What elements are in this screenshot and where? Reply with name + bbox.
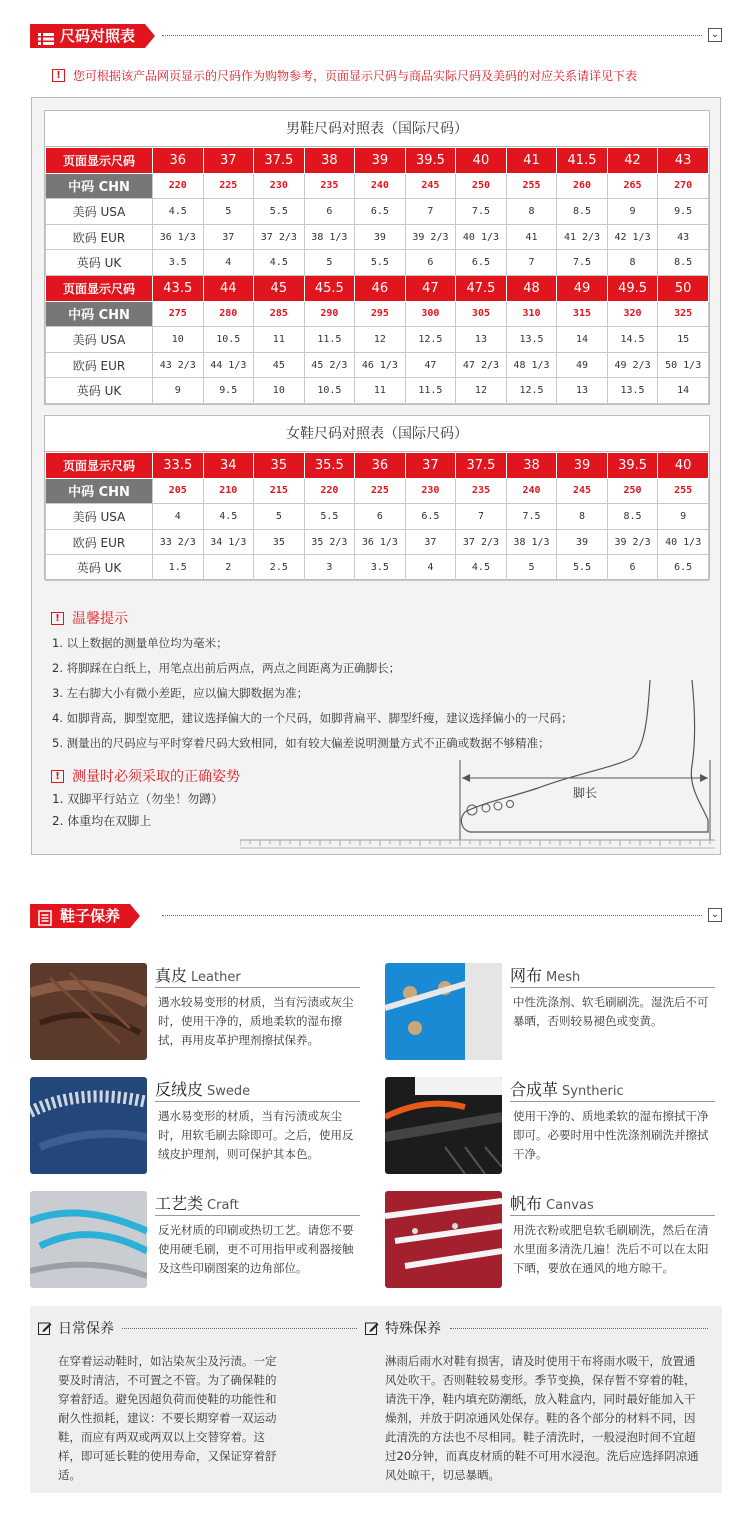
- size-cell: 44: [203, 275, 254, 301]
- swede-shoe-image: [30, 1077, 147, 1174]
- warning-icon: !: [52, 69, 65, 82]
- size-cell: 4.5: [254, 250, 305, 276]
- size-cell: 285: [254, 301, 305, 327]
- special-care-heading: [365, 1318, 441, 1338]
- size-cell: 3.5: [355, 555, 406, 581]
- size-cell: 14: [658, 378, 709, 404]
- size-cell: 245: [405, 173, 456, 199]
- edit-icon: [38, 1321, 52, 1335]
- size-row-usa: [46, 327, 709, 353]
- size-cell: 35: [254, 529, 305, 555]
- size-cell: 13: [456, 327, 507, 353]
- size-cell: 10: [254, 378, 305, 404]
- size-cell: 5.5: [304, 504, 355, 530]
- size-cell: 250: [456, 173, 507, 199]
- size-cell: 34 1/3: [203, 529, 254, 555]
- size-cell: 7.5: [557, 250, 608, 276]
- size-cell: 11: [254, 327, 305, 353]
- care-item-swede: [30, 1077, 370, 1177]
- size-row-chn: [46, 173, 709, 199]
- size-cell: 48: [506, 275, 557, 301]
- size-cell: 13.5: [506, 327, 557, 353]
- size-cell: 290: [304, 301, 355, 327]
- care-item-leather: [30, 963, 370, 1063]
- size-cell: 12: [355, 327, 406, 353]
- divider: [155, 987, 360, 988]
- size-cell: 39: [355, 224, 406, 250]
- row-label: 欧码 EUR: [46, 529, 153, 555]
- size-cell: 5: [506, 555, 557, 581]
- size-cell: 41 2/3: [557, 224, 608, 250]
- size-cell: 9: [658, 504, 709, 530]
- size-cell: 50: [658, 275, 709, 301]
- size-cell: 275: [153, 301, 204, 327]
- divider: [155, 1101, 360, 1102]
- foot-measure-illustration: [240, 670, 715, 850]
- size-cell: 36 1/3: [153, 224, 204, 250]
- pose-item: 2. 体重均在双脚上: [52, 814, 152, 828]
- size-cell: 37: [405, 529, 456, 555]
- daily-care-heading: [38, 1318, 114, 1338]
- size-cell: 37: [405, 453, 456, 479]
- size-cell: 39: [557, 453, 608, 479]
- size-cell: 230: [254, 173, 305, 199]
- size-cell: 11: [355, 378, 406, 404]
- size-cell: 3: [304, 555, 355, 581]
- size-cell: 38: [506, 453, 557, 479]
- size-cell: 38 1/3: [304, 224, 355, 250]
- size-cell: 250: [607, 478, 658, 504]
- size-cell: 4: [405, 555, 456, 581]
- size-cell: 45: [254, 352, 305, 378]
- size-cell: 37.5: [254, 148, 305, 174]
- size-cell: 235: [456, 478, 507, 504]
- divider: [510, 1101, 715, 1102]
- size-cell: 9: [153, 378, 204, 404]
- size-cell: 11.5: [304, 327, 355, 353]
- size-cell: 210: [203, 478, 254, 504]
- size-cell: 33 2/3: [153, 529, 204, 555]
- size-cell: 9: [607, 199, 658, 225]
- care-desc: 中性洗涤剂、软毛刷刷洗。湿洗后不可暴晒，否则较易褪色或变黄。: [513, 995, 709, 1028]
- size-cell: 4: [153, 504, 204, 530]
- size-cell: 7.5: [506, 504, 557, 530]
- size-cell: 43.5: [153, 275, 204, 301]
- row-label: 中码 CHN: [46, 173, 153, 199]
- canvas-shoe-image: [385, 1191, 502, 1288]
- care-name: 网布 Mesh: [510, 966, 581, 985]
- size-row-usa: [46, 199, 709, 225]
- notice-text: 您可根据该产品网页显示的尺码作为购物参考，页面显示尺码与商品实际尺码及美码的对应关系请详见下表: [73, 69, 638, 83]
- size-cell: 39: [355, 148, 406, 174]
- size-cell: 39.5: [607, 453, 658, 479]
- size-row-uk: [46, 555, 709, 581]
- size-cell: 7: [456, 504, 507, 530]
- row-label: 英码 UK: [46, 555, 153, 581]
- size-cell: 10: [153, 327, 204, 353]
- size-cell: 45: [254, 275, 305, 301]
- daily-care-text: 在穿着运动鞋时，如沾染灰尘及污渍。一定要及时清洁，不可置之不管。为了确保鞋的穿着舒适。避免因超负荷而使鞋的功能性和耐久性损耗，建议：不要长期穿着一双运动鞋，而应有两双或两双以上交替穿着。这样，即可延长鞋的使用寿命，又保证穿着舒适。: [58, 1354, 277, 1482]
- size-cell: 38: [304, 148, 355, 174]
- size-cell: 9.5: [658, 199, 709, 225]
- men-size-table: [45, 147, 709, 404]
- size-cell: 12.5: [506, 378, 557, 404]
- pose-heading: [51, 766, 240, 786]
- size-cell: 41: [506, 224, 557, 250]
- size-row-page: [46, 148, 709, 174]
- size-cell: 280: [203, 301, 254, 327]
- size-cell: 5: [203, 199, 254, 225]
- size-cell: 220: [304, 478, 355, 504]
- care-desc: 遇水较易变形的材质，当有污渍或灰尘时，使用干净的，质地柔软的湿布擦拭，再用皮革护理剂擦拭保养。: [158, 995, 354, 1047]
- size-cell: 36 1/3: [355, 529, 406, 555]
- chevron-down-icon[interactable]: ⌄: [708, 908, 722, 922]
- care-desc: 遇水易变形的材质，当有污渍或灰尘时，用软毛刷去除即可。之后，使用反绒皮护理剂，则可保护其本色。: [158, 1109, 354, 1161]
- divider: [510, 987, 715, 988]
- pose-title: 测量时必须采取的正确姿势: [72, 769, 240, 785]
- row-label: 页面显示尺码: [46, 148, 153, 174]
- size-row-page: [46, 275, 709, 301]
- care-name: 合成革 Syntheric: [510, 1080, 624, 1099]
- size-cell: 33.5: [153, 453, 204, 479]
- size-row-usa: [46, 504, 709, 530]
- size-row-uk: [46, 250, 709, 276]
- care-tab: [30, 904, 130, 928]
- size-cell: 9.5: [203, 378, 254, 404]
- size-cell: 315: [557, 301, 608, 327]
- size-cell: 13: [557, 378, 608, 404]
- tip-item: 3. 左右脚大小有微小差距，应以偏大脚数据为准；: [52, 686, 309, 700]
- size-cell: 46 1/3: [355, 352, 406, 378]
- size-row-uk: [46, 378, 709, 404]
- divider: [155, 1215, 360, 1216]
- special-care-text: 淋雨后雨水对鞋有损害，请及时使用干布将雨水吸干，放置通风处吹干。否则鞋较易变形。季节变换，保存暂不穿着的鞋，请洗干净，鞋内填充防潮纸，放入鞋盒内，同时最好能加入干燥剂，并放于阴凉通风处保存。鞋的各个部分的材料不同，因此清洗的方法也不尽相同。鞋子清洗时，一般浸泡时间不宜超过20分钟，而真皮材质的鞋不可用水浸泡。洗后应选择阴凉通风处晾干，切忌暴晒。: [385, 1354, 699, 1482]
- size-cell: 240: [506, 478, 557, 504]
- size-cell: 4.5: [203, 504, 254, 530]
- size-cell: 39.5: [405, 148, 456, 174]
- size-cell: 45.5: [304, 275, 355, 301]
- size-cell: 43 2/3: [153, 352, 204, 378]
- row-label: 欧码 EUR: [46, 352, 153, 378]
- size-cell: 14: [557, 327, 608, 353]
- size-cell: 8.5: [607, 504, 658, 530]
- warning-icon: !: [51, 770, 64, 783]
- divider: [162, 35, 702, 36]
- size-cell: 47: [405, 352, 456, 378]
- size-cell: 295: [355, 301, 406, 327]
- divider: [450, 1328, 708, 1329]
- size-cell: 39 2/3: [607, 529, 658, 555]
- care-item-mesh: [385, 963, 725, 1063]
- divider: [122, 1328, 357, 1329]
- care-name: 工艺类 Craft: [155, 1194, 239, 1213]
- size-cell: 225: [203, 173, 254, 199]
- size-cell: 37: [203, 148, 254, 174]
- size-cell: 310: [506, 301, 557, 327]
- size-cell: 6: [355, 504, 406, 530]
- size-cell: 10.5: [304, 378, 355, 404]
- size-row-eur: [46, 529, 709, 555]
- size-cell: 5: [254, 504, 305, 530]
- size-cell: 225: [355, 478, 406, 504]
- size-cell: 42: [607, 148, 658, 174]
- size-row-eur: [46, 224, 709, 250]
- size-cell: 41: [506, 148, 557, 174]
- size-cell: 43: [658, 224, 709, 250]
- size-cell: 2: [203, 555, 254, 581]
- size-cell: 39 2/3: [405, 224, 456, 250]
- care-name: 帆布 Canvas: [510, 1194, 594, 1213]
- size-cell: 8.5: [658, 250, 709, 276]
- size-cell: 47 2/3: [456, 352, 507, 378]
- size-cell: 48 1/3: [506, 352, 557, 378]
- size-cell: 37 2/3: [456, 529, 507, 555]
- size-cell: 49 2/3: [607, 352, 658, 378]
- size-cell: 11.5: [405, 378, 456, 404]
- size-cell: 300: [405, 301, 456, 327]
- size-cell: 8.5: [557, 199, 608, 225]
- tip-item: 2. 将脚踩在白纸上，用笔点出前后两点，两点之间距离为正确脚长；: [52, 661, 401, 675]
- tip-item: 5. 测量出的尺码应与平时穿着尺码大致相同，如有较大偏差说明测量方式不正确或数据不够精准；: [52, 736, 550, 750]
- size-cell: 38 1/3: [506, 529, 557, 555]
- size-cell: 7: [506, 250, 557, 276]
- row-label: 美码 USA: [46, 504, 153, 530]
- size-cell: 4: [203, 250, 254, 276]
- size-cell: 37: [203, 224, 254, 250]
- size-cell: 47.5: [456, 275, 507, 301]
- size-cell: 6.5: [456, 250, 507, 276]
- care-name: 真皮 Leather: [155, 966, 241, 985]
- size-cell: 40: [658, 453, 709, 479]
- size-cell: 245: [557, 478, 608, 504]
- row-label: 中码 CHN: [46, 478, 153, 504]
- mesh-shoe-image: [385, 963, 502, 1060]
- edit-icon: [365, 1321, 379, 1335]
- special-care-title: 特殊保养: [385, 1321, 441, 1337]
- size-cell: 260: [557, 173, 608, 199]
- size-cell: 215: [254, 478, 305, 504]
- women-size-card: [44, 415, 710, 580]
- size-cell: 6: [304, 199, 355, 225]
- size-cell: 46: [355, 275, 406, 301]
- size-cell: 205: [153, 478, 204, 504]
- size-cell: 12.5: [405, 327, 456, 353]
- craft-shoe-image: [30, 1191, 147, 1288]
- size-cell: 44 1/3: [203, 352, 254, 378]
- row-label: 中码 CHN: [46, 301, 153, 327]
- synthetic-shoe-image: [385, 1077, 502, 1174]
- pose-item: 1. 双脚平行站立（勿坐！勿蹲）: [52, 792, 224, 806]
- size-cell: 6.5: [658, 555, 709, 581]
- size-cell: 220: [153, 173, 204, 199]
- women-size-table: [45, 452, 709, 581]
- size-cell: 37.5: [456, 453, 507, 479]
- size-cell: 35.5: [304, 453, 355, 479]
- care-item-canvas: [385, 1191, 725, 1291]
- foot-length-label: 脚长: [573, 786, 598, 800]
- size-cell: 49.5: [607, 275, 658, 301]
- row-label: 欧码 EUR: [46, 224, 153, 250]
- tip-item: 4. 如脚背高，脚型宽肥，建议选择偏大的一个尺码，如脚背扁平、脚型纤瘦，建议选择偏小的一尺码；: [52, 711, 573, 725]
- size-cell: 7.5: [456, 199, 507, 225]
- size-cell: 8: [607, 250, 658, 276]
- row-label: 页面显示尺码: [46, 453, 153, 479]
- divider: [162, 915, 702, 916]
- size-cell: 5.5: [254, 199, 305, 225]
- size-cell: 230: [405, 478, 456, 504]
- tips-heading: [51, 608, 128, 628]
- maintenance-panel: [30, 1306, 722, 1493]
- size-cell: 2.5: [254, 555, 305, 581]
- size-chart-header: [30, 24, 722, 48]
- size-cell: 15: [658, 327, 709, 353]
- size-cell: 255: [658, 478, 709, 504]
- size-cell: 39: [557, 529, 608, 555]
- size-cell: 6: [607, 555, 658, 581]
- size-cell: 235: [304, 173, 355, 199]
- warning-icon: !: [51, 612, 64, 625]
- document-icon: [38, 909, 54, 923]
- care-desc: 使用干净的、质地柔软的湿布擦拭干净即可。必要时用中性洗涤剂刷洗并擦拭干净。: [513, 1109, 709, 1161]
- size-cell: 3.5: [153, 250, 204, 276]
- row-label: 英码 UK: [46, 250, 153, 276]
- size-cell: 41.5: [557, 148, 608, 174]
- size-cell: 5: [304, 250, 355, 276]
- care-item-synthetic: [385, 1077, 725, 1177]
- size-cell: 40: [456, 148, 507, 174]
- size-cell: 36: [153, 148, 204, 174]
- care-name: 反绒皮 Swede: [155, 1080, 251, 1099]
- size-cell: 6: [405, 250, 456, 276]
- size-cell: 4.5: [456, 555, 507, 581]
- care-desc: 反光材质的印刷或热切工艺。请您不要使用硬毛刷，更不可用指甲或利器接触及这些印刷图案的边角部位。: [158, 1223, 354, 1275]
- size-chart-title: 尺码对照表: [60, 27, 136, 45]
- row-label: 页面显示尺码: [46, 275, 153, 301]
- men-size-card: [44, 110, 710, 405]
- size-cell: 305: [456, 301, 507, 327]
- size-cell: 49: [557, 352, 608, 378]
- size-row-page: [46, 453, 709, 479]
- size-cell: 10.5: [203, 327, 254, 353]
- size-cell: 325: [658, 301, 709, 327]
- size-cell: 7: [405, 199, 456, 225]
- size-row-chn: [46, 301, 709, 327]
- size-cell: 8: [506, 199, 557, 225]
- pose-list: [52, 788, 223, 832]
- list-icon: [38, 29, 54, 43]
- size-cell: 47: [405, 275, 456, 301]
- size-cell: 13.5: [607, 378, 658, 404]
- row-label: 美码 USA: [46, 199, 153, 225]
- chevron-down-icon[interactable]: ⌄: [708, 28, 722, 42]
- tip-item: 1. 以上数据的测量单位均为毫米；: [52, 636, 228, 650]
- tips-title: 温馨提示: [72, 611, 128, 627]
- size-cell: 270: [658, 173, 709, 199]
- care-header: [30, 904, 722, 928]
- size-cell: 255: [506, 173, 557, 199]
- size-cell: 36: [355, 453, 406, 479]
- divider: [510, 1215, 715, 1216]
- size-chart-tab: [30, 24, 145, 48]
- size-cell: 35: [254, 453, 305, 479]
- size-cell: 37 2/3: [254, 224, 305, 250]
- women-table-title: 女鞋尺码对照表（国际尺码）: [45, 416, 709, 452]
- size-cell: 1.5: [153, 555, 204, 581]
- size-cell: 320: [607, 301, 658, 327]
- size-cell: 50 1/3: [658, 352, 709, 378]
- size-cell: 5.5: [557, 555, 608, 581]
- size-cell: 6.5: [405, 504, 456, 530]
- men-table-title: 男鞋尺码对照表（国际尺码）: [45, 111, 709, 147]
- row-label: 美码 USA: [46, 327, 153, 353]
- care-desc: 用洗衣粉或肥皂软毛刷刷洗，然后在清水里面多清洗几遍！洗后不可以在太阳下晒，要放在通风的地方晾干。: [513, 1223, 709, 1275]
- size-cell: 40 1/3: [658, 529, 709, 555]
- size-cell: 5.5: [355, 250, 406, 276]
- size-row-chn: [46, 478, 709, 504]
- size-cell: 12: [456, 378, 507, 404]
- care-item-craft: [30, 1191, 370, 1291]
- size-cell: 42 1/3: [607, 224, 658, 250]
- size-cell: 34: [203, 453, 254, 479]
- size-row-eur: [46, 352, 709, 378]
- size-cell: 45 2/3: [304, 352, 355, 378]
- daily-care-title: 日常保养: [58, 1321, 114, 1337]
- size-cell: 14.5: [607, 327, 658, 353]
- size-cell: 49: [557, 275, 608, 301]
- leather-shoe-image: [30, 963, 147, 1060]
- size-cell: 8: [557, 504, 608, 530]
- size-cell: 43: [658, 148, 709, 174]
- row-label: 英码 UK: [46, 378, 153, 404]
- size-cell: 35 2/3: [304, 529, 355, 555]
- size-cell: 6.5: [355, 199, 406, 225]
- care-title: 鞋子保养: [60, 907, 121, 925]
- size-cell: 40 1/3: [456, 224, 507, 250]
- size-notice: [52, 67, 722, 84]
- size-cell: 4.5: [153, 199, 204, 225]
- size-cell: 265: [607, 173, 658, 199]
- size-cell: 240: [355, 173, 406, 199]
